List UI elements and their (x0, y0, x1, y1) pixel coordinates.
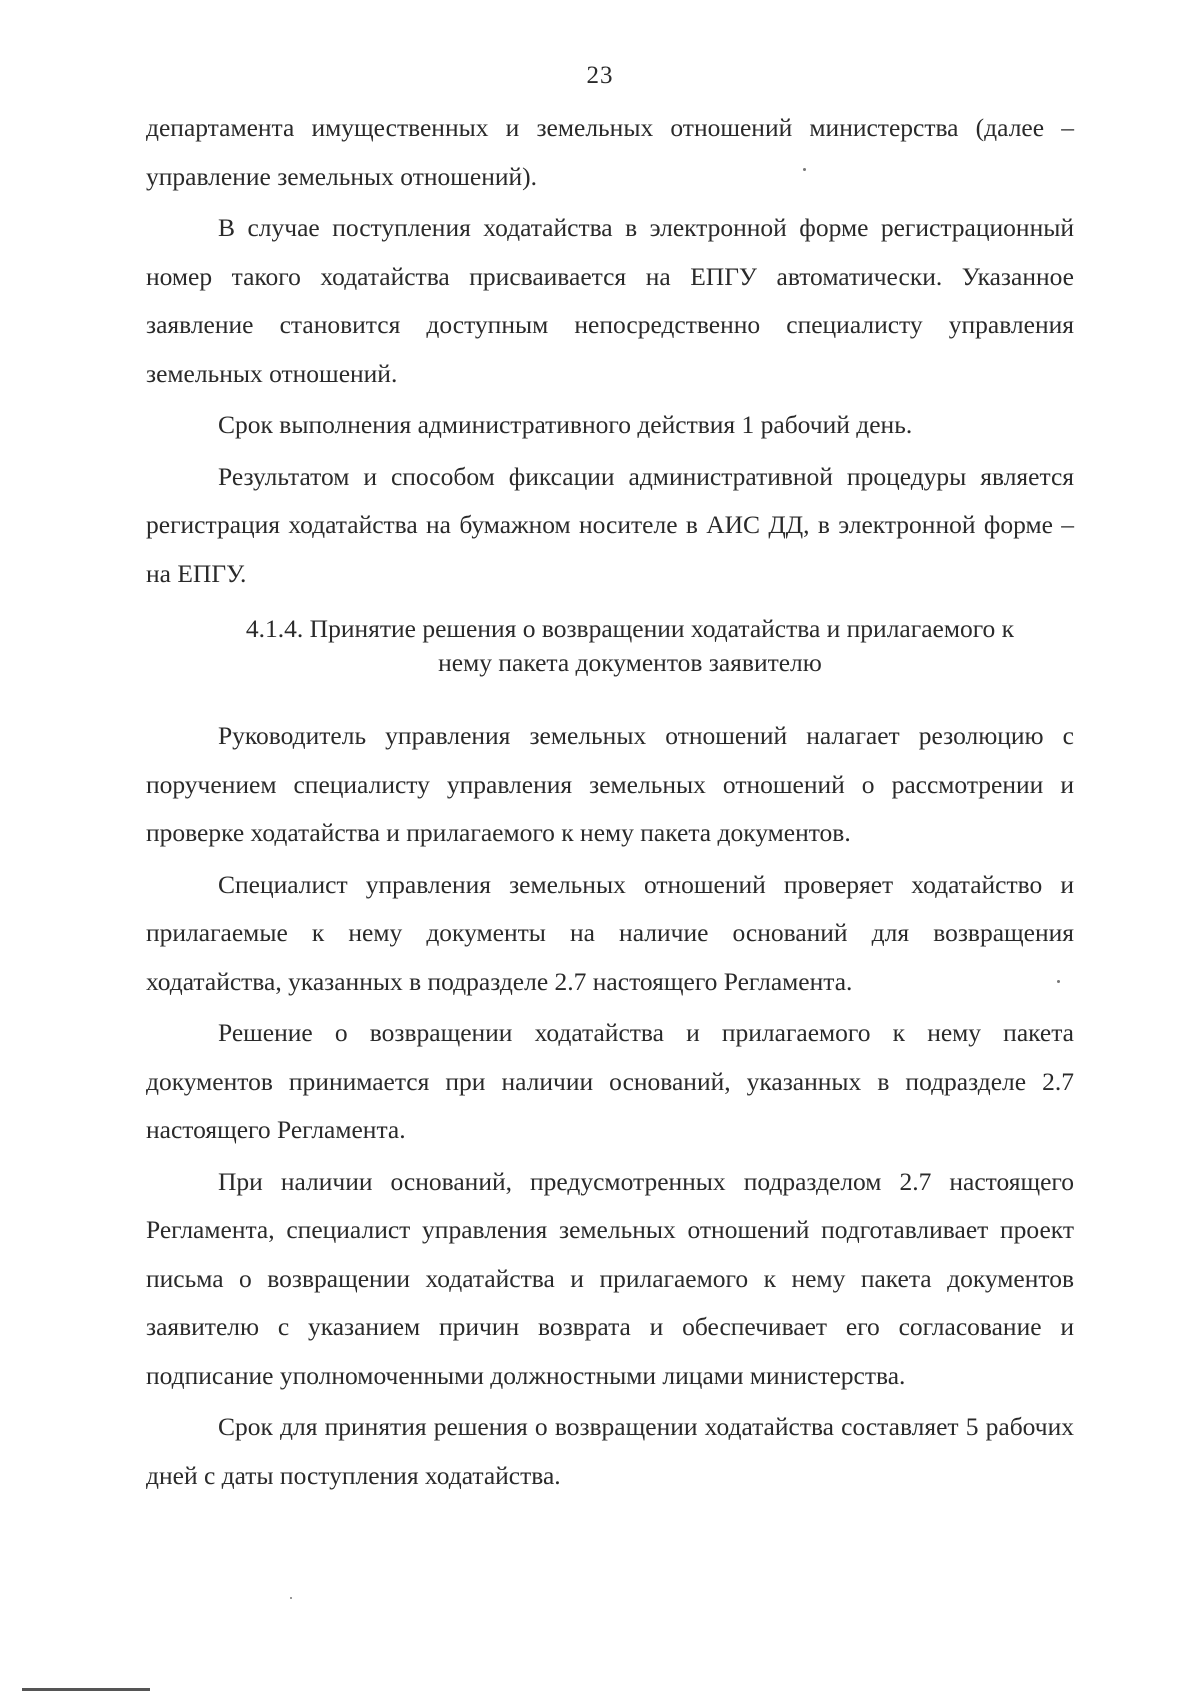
paragraph-verification: Специалист управления земельных отношений проверяет ходатайство и прилагаемые к нему документы на наличие оснований для возвращения ходатайства, указанных в подразделе 2.7 настоящего Регламента. (146, 869, 1074, 996)
paragraph-continuation: департамента имущественных и земельных отношений министерства (далее – управление земельных отношений). (146, 113, 1074, 191)
scan-speck (1057, 980, 1060, 983)
paragraph-action-deadline: Срок выполнения административного действия 1 рабочий день. (218, 410, 913, 439)
paragraph-return-letter: При наличии оснований, предусмотренных подразделом 2.7 настоящего Регламента, специалист управления земельных отношений подготавливает проект письма о возвращении ходатайства и прилагаемого к нему пакета документов заявителю с указанием причин возврата и обеспечивает его согласование и подписание уполномоченными должностными лицами министерства. (146, 1166, 1074, 1390)
page-number: 23 (586, 62, 614, 89)
section-heading-line2: нему пакета документов заявителю (438, 648, 822, 677)
paragraph-decision-deadline: Срок для принятия решения о возвращении ходатайства составляет 5 рабочих дней с даты поступления ходатайства. (146, 1412, 1074, 1490)
paragraph-electronic-registration: В случае поступления ходатайства в электронной форме регистрационный номер такого ходатайства присваивается на ЕПГУ автоматически. Указанное заявление становится доступным непосредственно специалисту управления земельных отношений. (146, 213, 1074, 388)
paragraph-resolution: Руководитель управления земельных отношений налагает резолюцию с поручением специалисту управления земельных отношений о рассмотрении и проверке ходатайства и прилагаемого к нему пакета документов. (146, 721, 1074, 847)
scan-speck (290, 1597, 292, 1599)
section-heading-line1: 4.1.4. Принятие решения о возвращении ходатайства и прилагаемого к (245, 614, 1015, 643)
paragraph-return-decision: Решение о возвращении ходатайства и прилагаемого к нему пакета документов принимается при наличии оснований, указанных в подразделе 2.7 настоящего Регламента. (146, 1018, 1074, 1144)
scan-edge-mark (22, 1688, 150, 1691)
paragraph-result-fixation: Результатом и способом фиксации административной процедуры является регистрация ходатайства на бумажном носителе в АИС ДД, в электронной форме – на ЕПГУ. (146, 461, 1074, 588)
section-heading (146, 612, 1074, 680)
scan-speck (803, 168, 806, 171)
document-body (146, 104, 1074, 1500)
